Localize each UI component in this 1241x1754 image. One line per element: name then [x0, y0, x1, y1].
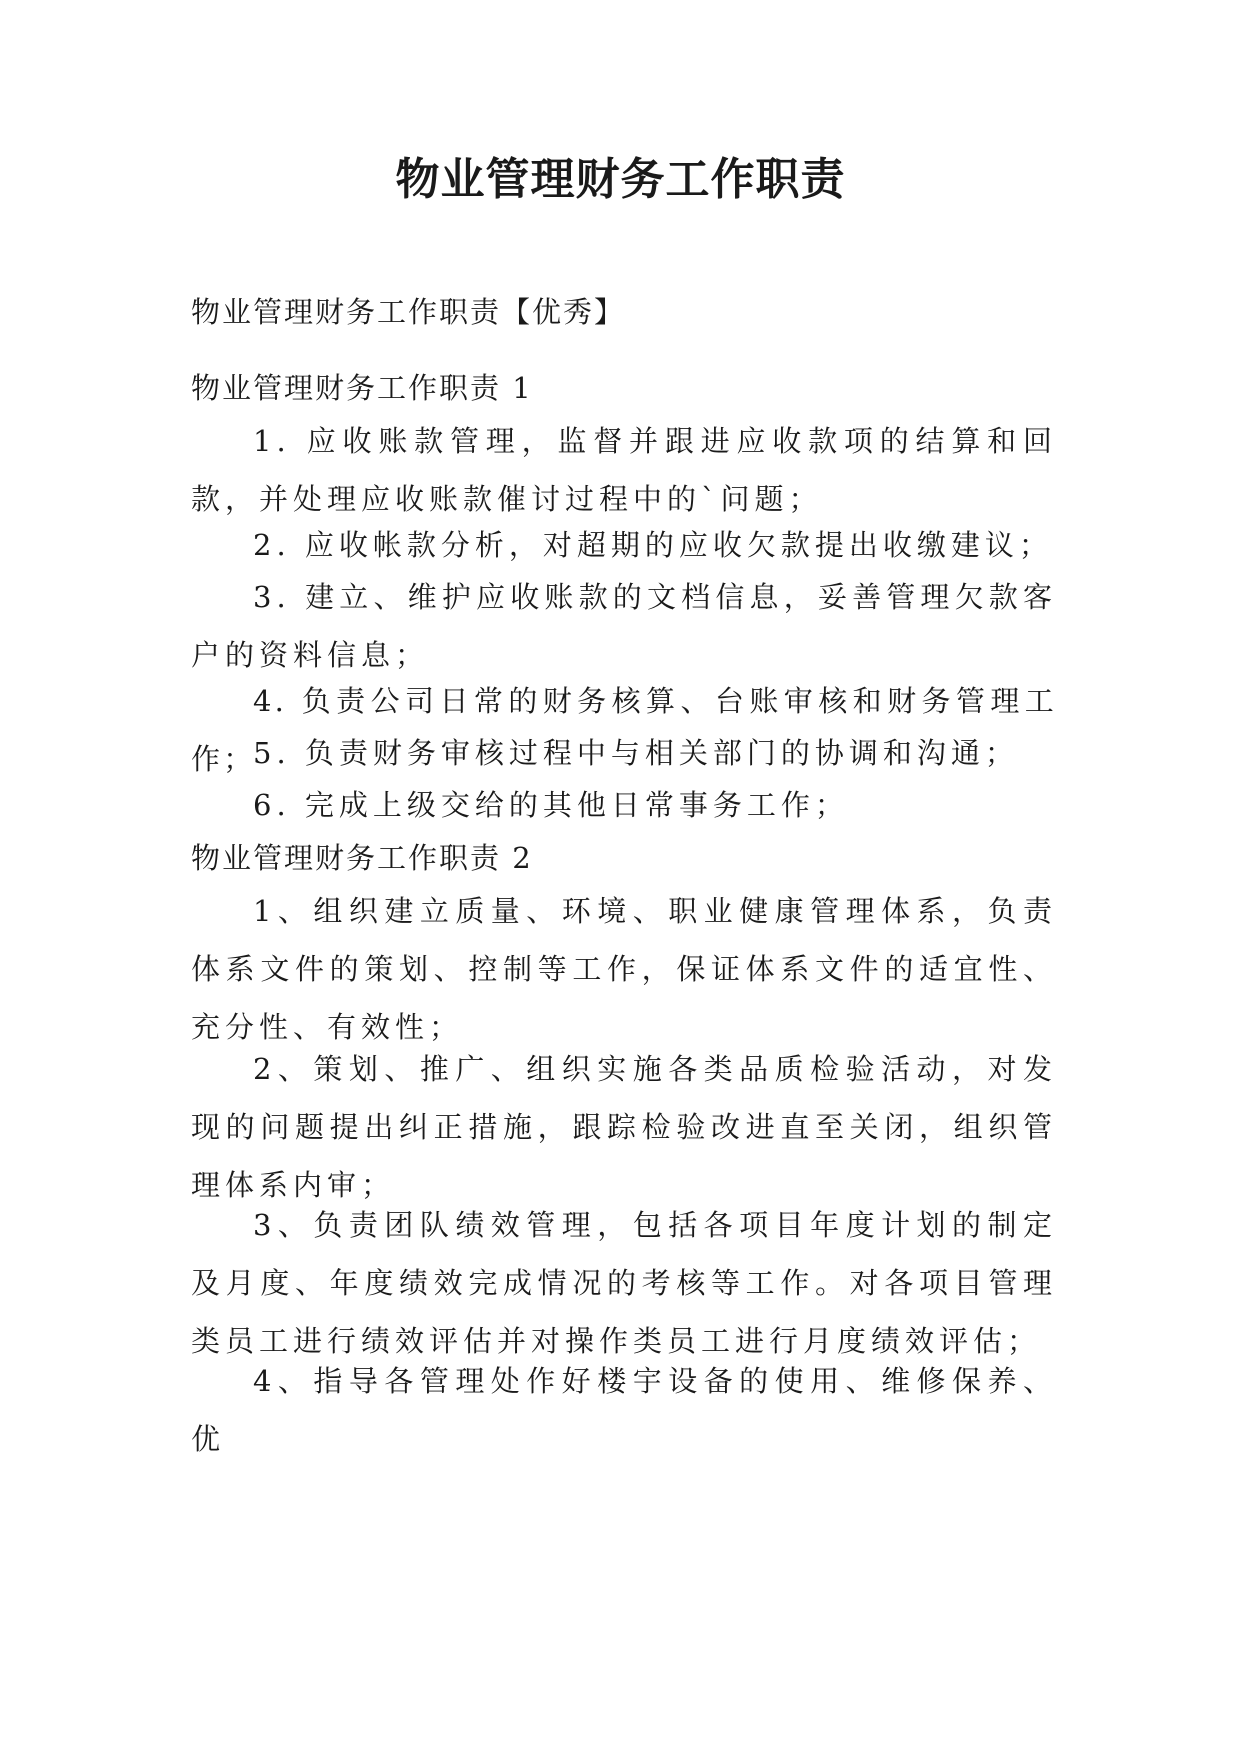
document-title: 物业管理财务工作职责	[395, 154, 846, 205]
section-1-item-6: 6. 完成上级交给的其他日常事务工作；	[253, 788, 849, 822]
section-1-item-3: 3. 建立、维护应收账款的文档信息，妥善管理欠款客户的资料信息；	[191, 580, 1057, 672]
section-2-item-3: 3、负责团队绩效管理，包括各项目年度计划的制定及月度、年度绩效完成情况的考核等工作。对各项目管理类员工进行绩效评估并对操作类员工进行月度绩效评估；	[191, 1208, 1057, 1358]
section-1-item-4: 4. 负责公司日常的财务核算、台账审核和财务管理工作；	[191, 684, 1057, 776]
document-subtitle: 物业管理财务工作职责【优秀】	[191, 295, 626, 329]
section-1-item-2: 2. 应收帐款分析，对超期的应收欠款提出收缴建议；	[253, 528, 1053, 562]
section-2-item-4: 4、指导各管理处作好楼宇设备的使用、维修保养、优	[191, 1364, 1057, 1456]
section-1-item-1: 1. 应收账款管理，监督并跟进应收款项的结算和回款，并处理应收账款催讨过程中的`问题；	[191, 424, 1057, 516]
section-heading-2: 物业管理财务工作职责 2	[191, 841, 533, 875]
section-heading-1: 物业管理财务工作职责 1	[191, 371, 533, 405]
section-2-item-2: 2、策划、推广、组织实施各类品质检验活动，对发现的问题提出纠正措施，跟踪检验改进直至关闭，组织管理体系内审；	[191, 1052, 1057, 1202]
section-1-item-5: 5. 负责财务审核过程中与相关部门的协调和沟通；	[253, 736, 1019, 770]
section-2-item-1: 1、组织建立质量、环境、职业健康管理体系，负责体系文件的策划、控制等工作，保证体系文件的适宜性、充分性、有效性；	[191, 894, 1057, 1044]
